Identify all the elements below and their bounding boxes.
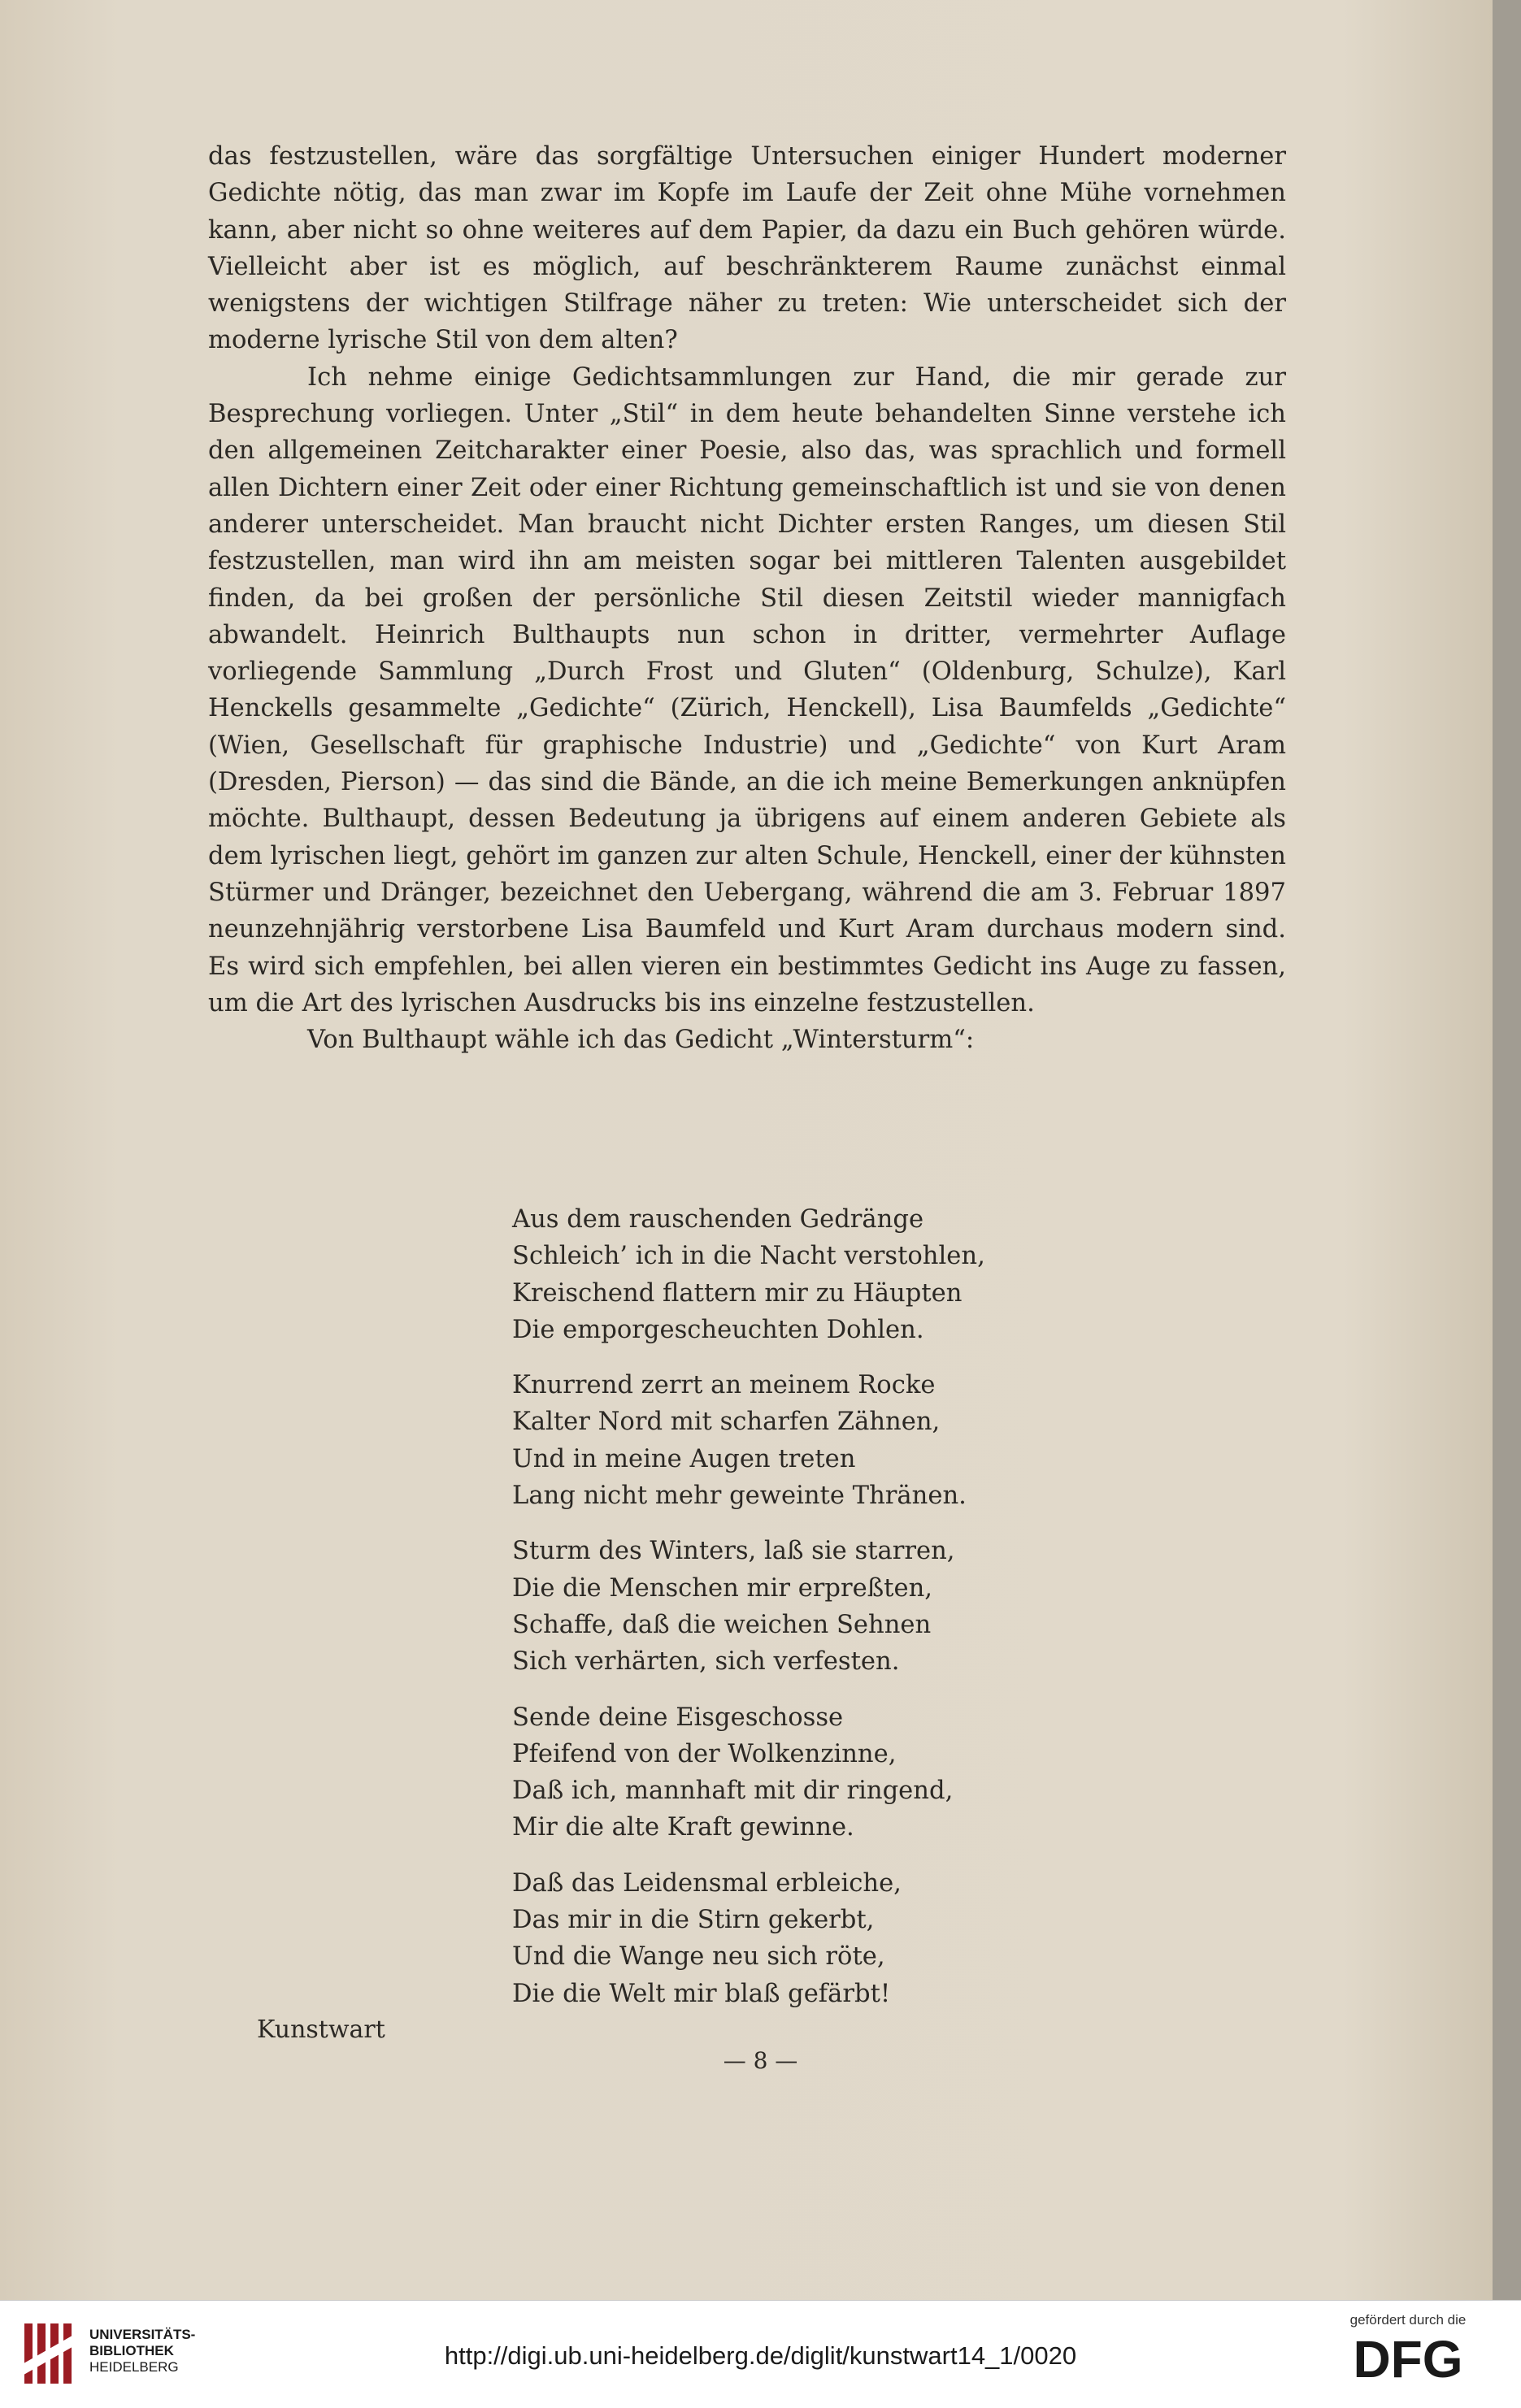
library-name-line-3: HEIDELBERG [89,2359,179,2375]
poem-line: Und in meine Augen treten [512,1444,856,1473]
poem-line: Lang nicht mehr geweinte Thränen. [512,1482,967,1511]
poem-line: Die die Menschen mir erpreßten, [512,1573,933,1603]
page-number: — 8 — [723,2047,798,2074]
article-body [208,138,1286,1058]
poem-stanza-4 [512,1699,1244,1846]
poem-line: Schaffe, daß die weichen Sehnen [512,1610,932,1639]
poem-line: Sturm des Winters, laß sie starren, [512,1537,955,1566]
funding-block[interactable] [1331,2312,1485,2387]
poem-line: Kreischend flattern mir zu Häupten [512,1278,963,1308]
page-edge [1493,0,1521,2300]
poem-stanza-5 [512,1865,1244,2012]
poem-line: Aus dem rauschenden Gedränge [512,1205,924,1234]
paragraph-3: Von Bulthaupt wähle ich das Gedicht „Wintersturm“: [307,1026,975,1055]
viewer-bottom-bar [0,2300,1521,2408]
poem-stanza-1 [512,1201,1244,1348]
svg-text:DFG: DFG [1353,2330,1463,2387]
poem-line: Daß das Leidensmal erbleiche, [512,1868,902,1898]
permalink-url[interactable]: http://digi.ub.uni-heidelberg.de/diglit/kunstwart14_1/0020 [444,2341,1077,2370]
poem-line: Daß ich, mannhaft mit dir ringend, [512,1777,954,1806]
poem-line: Mir die alte Kraft gewinne. [512,1813,854,1842]
poem-line: Und die Wange neu sich röte, [512,1942,885,1972]
funding-caption: gefördert durch die [1349,2312,1467,2328]
dfg-logo-icon [1335,2330,1481,2387]
poem-line: Knurrend zerrt an meinem Rocke [512,1371,936,1400]
poem-stanza-2 [512,1367,1244,1514]
paragraph-2: Ich nehme einige Gedichtsammlungen zur Hand, die mir gerade zur Besprechung vorliegen. Unter „Stil“ in dem heute behandelten Sinne verstehe ich den allgemeinen Zeitcharakter einer Poesie, also das, was sprachlich und formell allen Dichtern einer Zeit oder einer Richtung gemeinschaftlich ist und sie von denen anderer unterscheidet. Man braucht nicht Dichter ersten Ranges, um diesen Stil festzustellen, man wird ihn am meisten sogar bei mittleren Talenten ausgebildet finden, da bei großen der persönliche Stil diesen Zeitstil wieder mannigfach abwandelt. Heinrich Bulthaupts nun schon in dritter, vermehrter Auflage vorliegende Sammlung „Durch Frost und Gluten“ (Oldenburg, Schulze), Karl Henckells gesammelte „Gedichte“ (Zürich, Henckell), Lisa Baumfelds „Gedichte“ (Wien, Gesellschaft für graphische Industrie) und „Gedichte“ von Kurt Aram (Dresden, Pierson) — das sind die Bände, an die ich meine Bemerkungen anknüpfen möchte. Bulthaupt, dessen Bedeutung ja übrigens auf einem anderen Gebiete als dem lyrischen liegt, gehört im ganzen zur alten Schule, Henckell, einer der kühnsten Stürmer und Dränger, bezeichnet den Uebergang, während die am 3. Februar 1897 neunzehnjährig verstorbene Lisa Baumfeld und Kurt Aram durchaus modern sind. Es wird sich empfehlen, bei allen vieren ein bestimmtes Gedicht ins Auge zu fassen, um die Art des lyrischen Ausdrucks bis ins einzelne festzustellen. [208,362,1286,1017]
poem-line: Sende deine Eisgeschosse [512,1703,844,1732]
library-name-line-1: UNIVERSITÄTS- [89,2327,196,2342]
poem-line: Pfeifend von der Wolkenzinne, [512,1739,897,1768]
poem-wintersturm [512,1201,1244,2031]
library-name-line-2: BIBLIOTHEK [89,2343,174,2358]
poem-line: Schleich’ ich in die Nacht verstohlen, [512,1242,985,1271]
poem-line: Die emporgescheuchten Dohlen. [512,1315,924,1344]
poem-line: Die die Welt mir blaß gefärbt! [512,1979,891,2008]
poem-line: Das mir in die Stirn gekerbt, [512,1906,875,1935]
poem-line: Sich verhärten, sich verfesten. [512,1647,900,1677]
poem-stanza-3 [512,1533,1244,1680]
journal-footer: Kunstwart [257,2015,385,2044]
paragraph-1: das festzustellen, wäre das sorgfältige Untersuchen einiger Hundert moderner Gedichte nötig, das man zwar im Kopfe im Laufe der Zeit ohne Mühe vornehmen kann, aber nicht so ohne weiteres auf dem Papier, da dazu ein Buch gehören würde. Vielleicht aber ist es möglich, auf beschränkterem Raume zunächst einmal wenigstens der wichtigen Stilfrage näher zu treten: Wie unterscheidet sich der moderne lyrische Stil von dem alten? [208,142,1286,355]
poem-line: Kalter Nord mit scharfen Zähnen, [512,1408,941,1437]
